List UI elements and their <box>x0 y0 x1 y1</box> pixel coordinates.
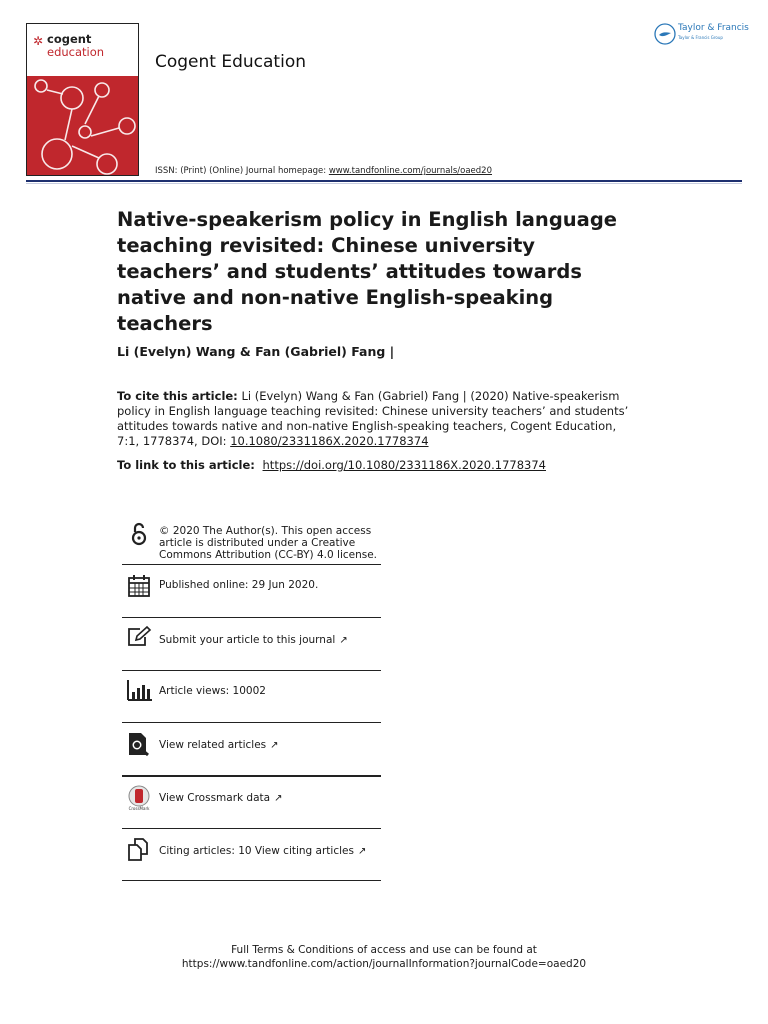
divider <box>122 828 381 829</box>
search-document-icon <box>126 731 152 757</box>
publisher-logo-icon <box>654 23 676 45</box>
external-link-icon: ↗ <box>270 740 279 751</box>
cover-art <box>27 76 138 176</box>
link-label: To link to this article: <box>117 458 255 472</box>
open-access-line-1: © 2020 The Author(s). This open access <box>159 525 372 537</box>
external-link-icon: ↗ <box>274 793 283 804</box>
cover-brand-education: education <box>47 45 105 59</box>
open-access-line-3: Commons Attribution (CC-BY) 4.0 license. <box>159 549 378 561</box>
divider <box>122 880 381 881</box>
citing-icon <box>126 837 152 863</box>
issn-line <box>155 166 492 176</box>
journal-cover <box>26 23 139 176</box>
views-item <box>122 676 381 716</box>
bar-chart-icon <box>126 678 152 704</box>
header-rule-light <box>26 183 742 184</box>
divider <box>122 564 381 565</box>
submit-article-link[interactable]: Submit your article to this journal <box>159 634 336 646</box>
divider <box>122 670 381 671</box>
cite-label: To cite this article: <box>117 389 238 403</box>
journal-homepage-link[interactable]: www.tandfonline.com/journals/oaed20 <box>328 166 492 176</box>
crossmark-icon <box>126 785 152 811</box>
crossmark-link[interactable]: View Crossmark data <box>159 792 271 804</box>
header-rule <box>26 180 742 182</box>
published-item <box>122 570 381 610</box>
article-link-line <box>117 458 546 472</box>
related-item[interactable] <box>122 729 381 769</box>
divider <box>122 617 381 618</box>
open-access-icon <box>126 521 152 547</box>
citing-item[interactable] <box>122 835 381 875</box>
publisher-logo[interactable] <box>654 22 750 48</box>
cite-text: Li (Evelyn) Wang & Fan (Gabriel) Fang | (2020) Native-speakerism policy in English language teaching revisited: Chinese university teachers’ and students’ attitudes towards native and non-native English-speaking teachers, Cogent Education, 7:1, 1778374, DOI: <box>117 389 629 448</box>
external-link-icon: ↗ <box>339 635 348 646</box>
footer <box>0 943 768 971</box>
crossmark-item[interactable] <box>122 782 381 822</box>
article-views: Article views: 10002 <box>159 685 266 697</box>
external-link-icon: ↗ <box>357 846 367 857</box>
cogent-logo-icon: ✲ <box>33 34 44 48</box>
divider <box>122 722 381 723</box>
related-articles-link[interactable]: View related articles <box>159 739 267 751</box>
molecule-art-icon <box>27 76 139 176</box>
edit-icon <box>126 625 152 651</box>
cite-doi-link[interactable]: 10.1080/2331186X.2020.1778374 <box>230 434 429 448</box>
cover-brand-cogent: cogent <box>47 32 92 46</box>
citation-block <box>117 389 637 449</box>
calendar-icon <box>126 573 152 599</box>
submit-item[interactable] <box>122 623 381 663</box>
published-date: Published online: 29 Jun 2020. <box>159 579 319 591</box>
journal-name: Cogent Education <box>155 52 306 72</box>
issn-text: ISSN: (Print) (Online) Journal homepage: <box>155 166 327 176</box>
citing-articles-link[interactable]: Citing articles: 10 View citing articles <box>159 845 354 857</box>
svg-text:CrossMark: CrossMark <box>128 806 150 811</box>
article-title: Native-speakerism policy in English language teaching revisited: Chinese university teachers’ and students’ attitudes towards native and non-native English-speaking teachers <box>117 208 618 335</box>
divider <box>122 775 381 777</box>
footer-line-1: Full Terms & Conditions of access and use can be found at <box>231 944 537 956</box>
publisher-name: Taylor & Francis <box>678 23 749 33</box>
open-access-item <box>122 518 381 566</box>
footer-terms-link[interactable]: https://www.tandfonline.com/action/journalInformation?journalCode=oaed20 <box>181 958 587 970</box>
open-access-line-2: article is distributed under a Creative <box>159 537 356 549</box>
article-doi-link[interactable]: https://doi.org/10.1080/2331186X.2020.1778374 <box>262 458 546 472</box>
article-authors: Li (Evelyn) Wang & Fan (Gabriel) Fang | <box>117 344 395 359</box>
publisher-subline: Taylor & Francis Group <box>678 35 723 40</box>
